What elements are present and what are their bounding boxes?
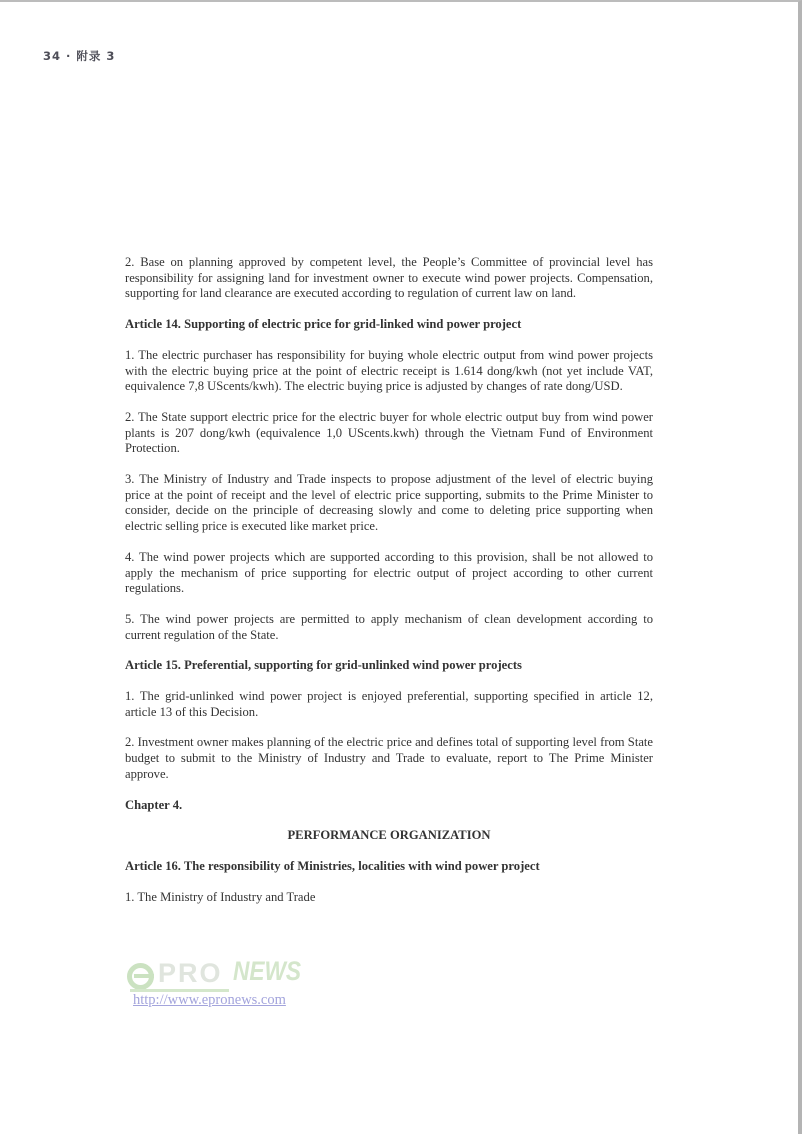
article-16-heading: Article 16. The responsibility of Ministries, localities with wind power project (125, 858, 540, 873)
epronews-url-link[interactable]: http://www.epronews.com (133, 992, 286, 1008)
paragraph: 1. The electric purchaser has responsibility for buying whole electric output from wind power projects with the electric buying price at the point of electric receipt is 1.614 dong/kwh (not yet include VAT, equivalence 7,8 UScents/kwh). The electric buying price is adjusted by changes of rate dong/USD. (125, 347, 653, 394)
paragraph: 4. The wind power projects which are supported according to this provision, shall be not allowed to apply the mechanism of price supporting for electric output of project according to other current regulations. (125, 549, 653, 596)
paragraph: 1. The Ministry of Industry and Trade (125, 889, 316, 904)
paragraph: 2. The State support electric price for the electric buyer for whole electric output buy from wind power plants is 207 dong/kwh (equivalence 1,0 UScents.kwh) through the Vietnam Fund of Environment Protection. (125, 409, 653, 456)
logo-pro-text: PRO (158, 958, 223, 988)
chapter-4-heading: Chapter 4. (125, 797, 183, 812)
page-header: 34 · 附录 3 (43, 49, 116, 63)
paragraph: 5. The wind power projects are permitted to apply mechanism of clean development according to current regulation of the State. (125, 611, 653, 642)
paragraph: 3. The Ministry of Industry and Trade inspects to propose adjustment of the level of electric buying price at the point of receipt and the level of electric price supporting, submits to the Prime Minister to consider, decide on the principle of decreasing slowly and come to deleting price supporting when electric selling price is executed like market price. (125, 472, 653, 534)
epro-logo-e-crossbar (134, 974, 154, 978)
document-body (125, 255, 653, 920)
logo-news-text: NEWS (233, 956, 302, 986)
performance-organization-title: PERFORMANCE ORGANIZATION (287, 828, 491, 843)
paragraph: 2. Base on planning approved by competent level, the People’s Committee of provincial level has responsibility for assigning land for investment owner to execute wind power projects. Compensation, supporting for land clearance are executed according to regulation of current law on land. (125, 255, 653, 301)
epronews-watermark-logo (127, 955, 327, 995)
article-14-heading: Article 14. Supporting of electric price for grid-linked wind power project (125, 317, 522, 332)
paragraph: 1. The grid-unlinked wind power project is enjoyed preferential, supporting specified in article 12, article 13 of this Decision. (125, 689, 653, 719)
epro-logo-e-icon (127, 963, 154, 990)
paragraph: 2. Investment owner makes planning of the electric price and defines total of supporting level from State budget to submit to the Ministry of Industry and Trade to evaluate, report to The Prime Minister approve. (125, 735, 653, 781)
article-15-heading: Article 15. Preferential, supporting for grid-unlinked wind power projects (125, 658, 522, 673)
